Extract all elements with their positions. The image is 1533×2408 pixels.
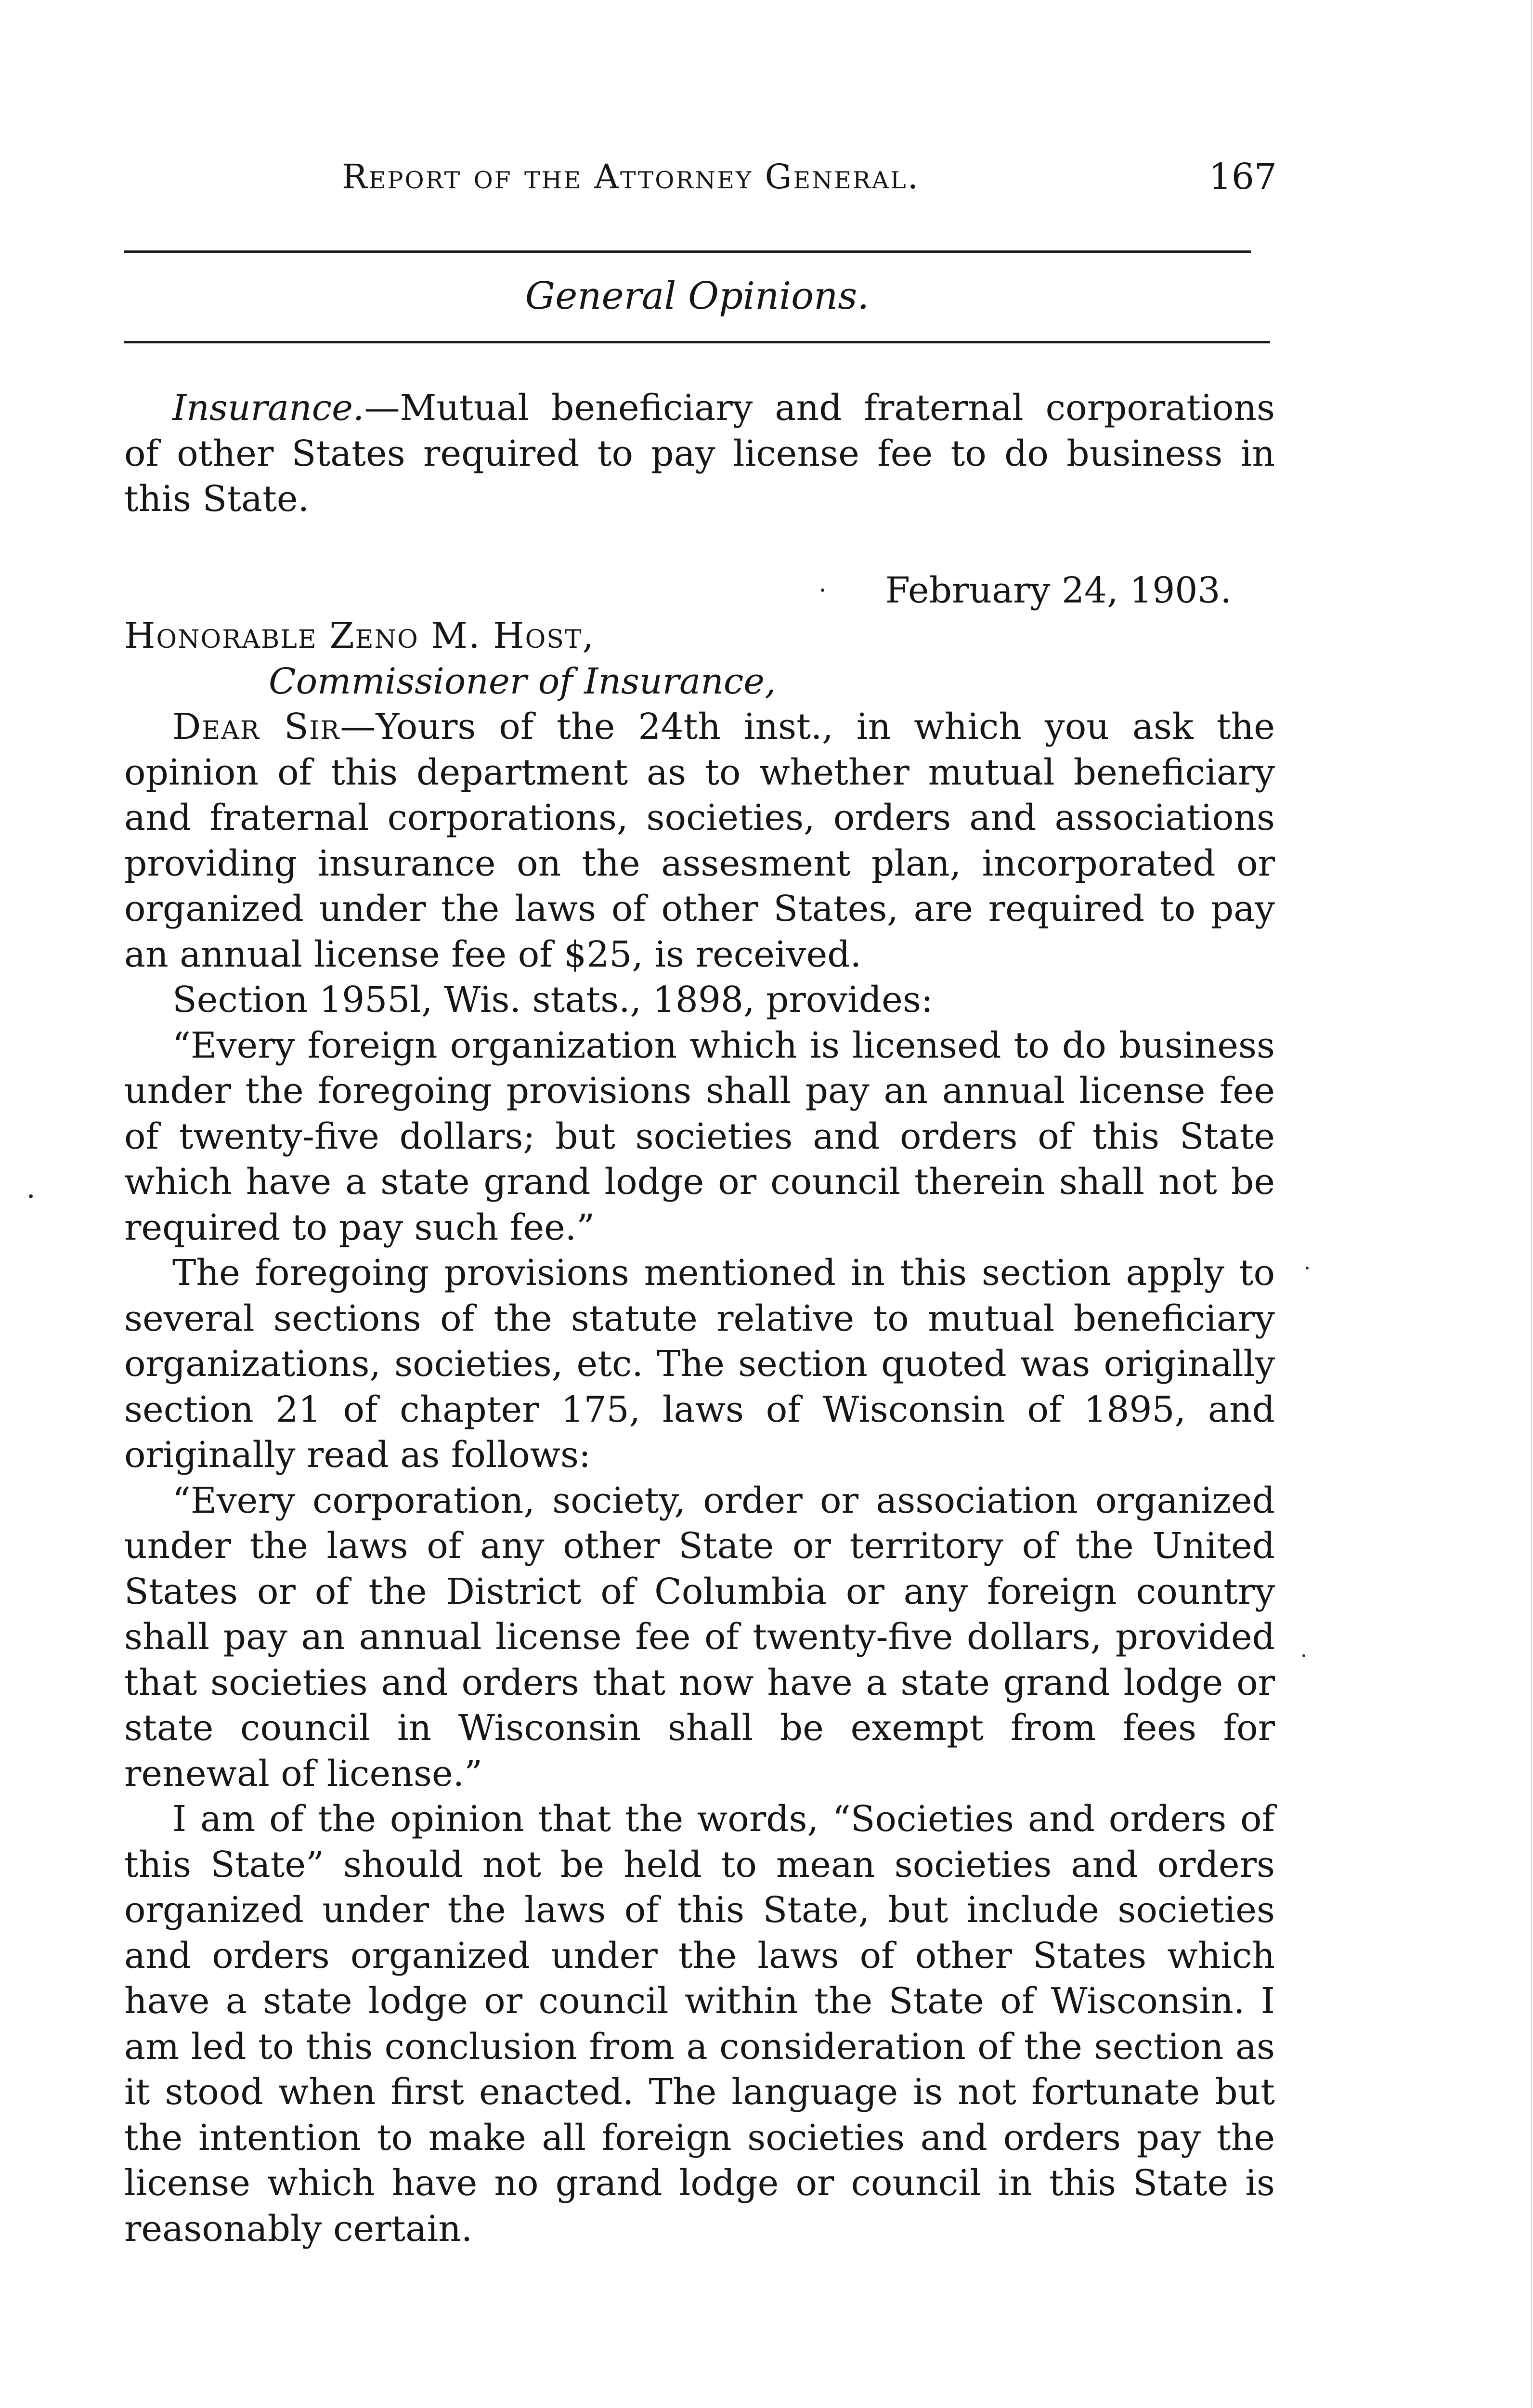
letter-date: February 24, 1903. (885, 569, 1232, 611)
scan-edge-line (1531, 0, 1532, 2408)
headnote-text: —Mutual beneficiary and fraternal corporations of other States required to pay license fee to do business in this State. (124, 387, 1275, 520)
headnote (124, 385, 1275, 522)
ink-speck (1306, 1267, 1309, 1269)
paragraph-opinion: I am of the opinion that the words, “Societies and orders of this State” should not be held to mean societies and orders organized under the laws of this State, but include societies and orders organized under the laws of other States which have a state lodge or council within the State of Wisconsin. I am led to this conclusion from a consideration of the section as it stood when first enacted. The language is not fortunate but the intention to make all foreign societies and orders pay the license which have no grand lodge or council in this State is reasonably certain. (124, 1798, 1275, 2250)
addressee-title: Commissioner of Insurance, (269, 660, 776, 702)
addressee-name: Honorable Zeno M. Host, (124, 615, 595, 656)
paragraph-history: The foregoing provisions mentioned in this section apply to several sections of the statute relative to mutual beneficiary organizations, societies, etc. The section quoted was originally section 21 of chapter 175, laws of Wisconsin of 1895, and originally read as follows: (124, 1252, 1275, 1476)
page-number: 167 (1208, 156, 1277, 197)
header-rule-top (124, 250, 1251, 253)
ink-speck (821, 589, 824, 592)
opinion-body (124, 385, 1275, 2251)
quote-original-statute: “Every corporation, society, order or association organized under the laws of any other State or territory of the United States or of the District of Columbia or any foreign country shall pay an annual license fee of twenty-five dollars, provided that societies and orders that now have a state grand lodge or state council in Wisconsin shall be exempt from fees for renewal of license.” (124, 1479, 1275, 1794)
paragraph-statute-citation: Section 1955l, Wis. stats., 1898, provides: (172, 979, 933, 1021)
paragraph-inquiry (124, 704, 1275, 977)
salutation: Dear Sir (172, 706, 340, 747)
section-title: General Opinions. (525, 275, 870, 318)
header-rule-bottom (124, 341, 1270, 343)
running-header (125, 150, 1277, 203)
running-title: Report of the Attorney General. (342, 157, 920, 196)
paragraph-inquiry-text: —Yours of the 24th inst., in which you ask the opinion of this department as to whether mutual beneficiary and fraternal corporations, societies, orders and associations providing insurance on the assesment plan, incorporated or organized under the laws of other States, are required to pay an annual license fee of $25, is received. (124, 706, 1275, 975)
ink-speck (1302, 1654, 1305, 1657)
quote-current-statute: “Every foreign organization which is licensed to do business under the foregoing provisions shall pay an annual license fee of twenty-five dollars; but societies and orders of this State which have a state grand lodge or council therein shall not be required to pay such fee.” (124, 1024, 1275, 1248)
headnote-topic: Insurance. (172, 387, 364, 429)
ink-speck (29, 1194, 33, 1198)
